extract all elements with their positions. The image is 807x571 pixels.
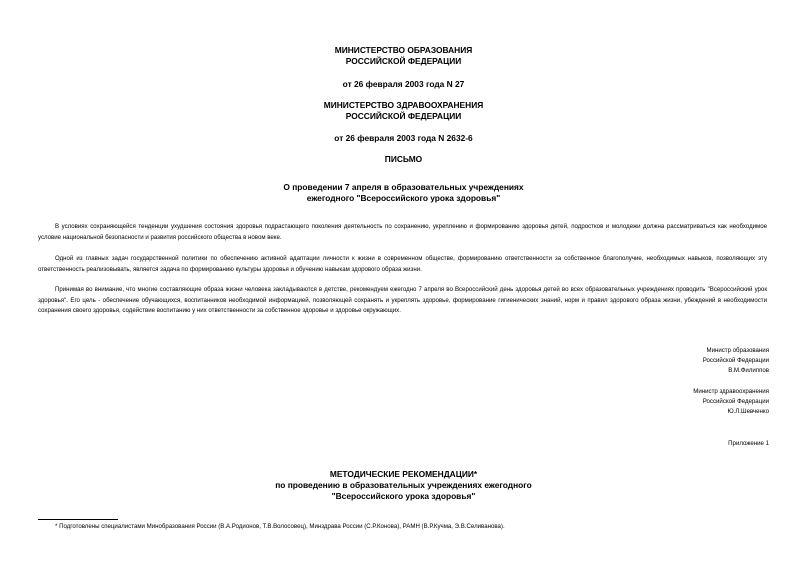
ministry-education-line1: МИНИСТЕРСТВО ОБРАЗОВАНИЯ xyxy=(334,45,473,55)
document-type: ПИСЬМО xyxy=(384,154,423,164)
signature-title: Министр образования xyxy=(706,347,769,354)
footnote-divider xyxy=(38,519,118,520)
appendix-title-line1: МЕТОДИЧЕСКИЕ РЕКОМЕНДАЦИИ* xyxy=(329,469,478,479)
signature-block-health xyxy=(509,387,769,417)
signature-title: Министр здравоохранения xyxy=(693,388,769,395)
ministry-health-line2: РОССИЙСКОЙ ФЕДЕРАЦИИ xyxy=(345,111,462,121)
ministry-health-line1: МИНИСТЕРСТВО ЗДРАВООХРАНЕНИЯ xyxy=(323,100,484,110)
signature-name: В.М.Филиппов xyxy=(728,367,769,374)
ministry-education-date: от 26 февраля 2003 года N 27 xyxy=(342,79,465,89)
ministry-health-date: от 26 февраля 2003 года N 2632-6 xyxy=(334,133,473,143)
appendix-title-line2: по проведению в образовательных учреждениях ежегодного xyxy=(275,480,532,490)
ministry-education-line2: РОССИЙСКОЙ ФЕДЕРАЦИИ xyxy=(345,56,462,66)
subject-line1: О проведении 7 апреля в образовательных учреждениях xyxy=(283,182,524,192)
appendix-title-line3: "Всероссийского урока здоровья" xyxy=(331,491,476,501)
subject-line2: ежегодного "Всероссийского урока здоровья" xyxy=(306,193,501,203)
footnote-text: * Подготовлены специалистами Минобразования России (В.А.Родионов, Т.В.Волосовец), Минздрава России (С.Р.Конова), РАМН (В.Р.Кучма, Э.В.Селиванова). xyxy=(55,523,505,530)
body-paragraph-1: В условиях сохраняющейся тенденции ухудшения состояния здоровья подрастающего поколения деятельность по сохранению, укреплению и формированию здоровья детей, подростков и молодежи должна рассматриваться как необходимое условие национальной безопасности и развития российского общества в новом веке. xyxy=(38,223,767,241)
body-paragraph-2: Одной из главных задач государственной политики по обеспечению активной адаптации личности к жизни в современном обществе, формированию ответственности за собственное благополучие, необходимых навыков, позволяющих эту ответственность реализовывать, является задача по формированию культуры здоровья и обучению навыкам здорового образа жизни. xyxy=(38,255,767,273)
signature-name: Ю.Л.Шевченко xyxy=(727,408,769,415)
signature-block-education xyxy=(509,346,769,376)
signature-country: Российской Федерации xyxy=(702,398,769,405)
body-paragraph-3: Принимая во внимание, что многие составляющие образа жизни человека закладываются в детстве, рекомендуем ежегодно 7 апреля во Всероссийский день здоровья детей во всех образовательных учреждениях проводить "Всероссийский урок здоровья". Его цель - обеспечение обучающихся, воспитанников необходимой информацией, позволяющей сохранять и укреплять здоровье, формирование гигиенических знаний, норм и правил здорового образа жизни, убеждений в необходимости сохранения своего здоровья, содействие воспитанию у них ответственности за собственное здоровье и здоровье окружающих. xyxy=(38,286,767,315)
signature-country: Российской Федерации xyxy=(702,357,769,364)
appendix-label: Приложение 1 xyxy=(728,440,769,447)
